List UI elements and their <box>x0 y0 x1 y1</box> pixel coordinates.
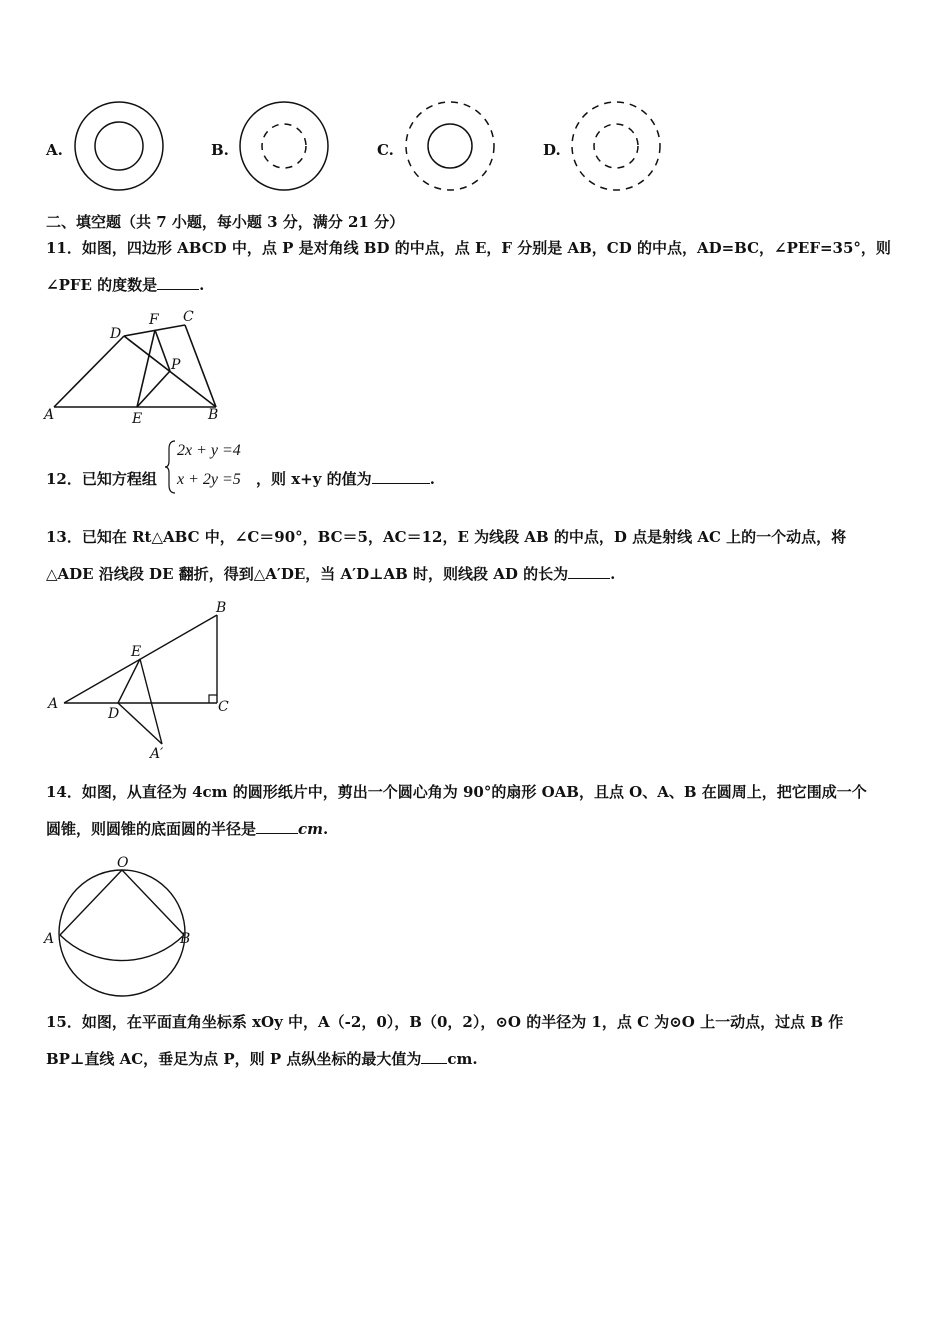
q14-unit: cm <box>298 820 324 838</box>
inner-solid-circle <box>428 124 472 168</box>
q12-equation-1: 2x + y =4 <box>177 442 241 459</box>
option-b-figure <box>237 100 333 192</box>
q14-label-o: O <box>117 855 129 871</box>
q11-label-p: P <box>171 357 181 373</box>
q15-answer-blank[interactable] <box>421 1049 447 1064</box>
q14-figure <box>40 852 200 997</box>
option-d-label: D. <box>543 141 561 159</box>
q11-label-e: E <box>132 411 143 427</box>
q15-unit: cm <box>447 1050 473 1068</box>
q11-answer-blank[interactable] <box>157 275 199 290</box>
q11-line1: 11．如图，四边形 ABCD 中，点 P 是对角线 BD 的中点，点 E，F 分别是 AB，CD 的中点，AD=BC，∠PEF=35°，则 <box>46 239 891 257</box>
q13-label-e: E <box>131 644 142 660</box>
q11-figure <box>40 305 240 430</box>
q13-label-a-prime: A′ <box>150 746 164 762</box>
q15-text: BP⊥直线 AC，垂足为点 P，则 P 点纵坐标的最大值为 <box>46 1050 422 1068</box>
q12-prefix: 12．已知方程组 <box>46 470 157 488</box>
q11-label-b: B <box>208 407 219 423</box>
q11-label-d: D <box>110 326 122 342</box>
q13-label-b: B <box>216 600 227 616</box>
outer-solid-circle <box>240 102 328 190</box>
q11-text: ∠PFE 的度数是 <box>46 276 158 294</box>
q15-line2 <box>46 1048 478 1069</box>
q11-label-f: F <box>149 312 159 328</box>
option-d-figure <box>569 100 665 192</box>
q11-label-a: A <box>44 407 55 423</box>
q13-figure <box>40 598 240 763</box>
q14-label-a: A <box>44 931 55 947</box>
q13-label-c: C <box>218 699 229 715</box>
q15-line1: 15．如图，在平面直角坐标系 xOy 中，A（-2，0），B（0，2），⊙O 的半径为 1，点 C 为⊙O 上一动点，过点 B 作 <box>46 1013 844 1031</box>
q12-end: . <box>429 470 435 488</box>
q13-line2 <box>46 563 615 584</box>
q13-end: . <box>610 565 616 583</box>
option-c-figure <box>403 100 499 192</box>
q13-line1: 13．已知在 Rt△ABC 中，∠C＝90°，BC＝5，AC＝12，E 为线段 AB 的中点，D 点是射线 AC 上的一个动点，将 <box>46 528 847 546</box>
q14-answer-blank[interactable] <box>256 819 298 834</box>
q15-end: . <box>472 1050 478 1068</box>
q12-equation-2: x + 2y =5 <box>177 471 241 488</box>
outer-solid-circle <box>75 102 163 190</box>
option-b-label: B. <box>211 141 229 159</box>
outer-dashed-circle <box>406 102 494 190</box>
section-title: 二、填空题（共 7 小题，每小题 3 分，满分 21 分） <box>46 213 405 231</box>
outer-dashed-circle <box>572 102 660 190</box>
q11-line2 <box>46 274 204 295</box>
q11-label-c: C <box>183 309 194 325</box>
q13-label-d: D <box>108 706 120 722</box>
q12-answer-blank[interactable] <box>372 469 430 484</box>
inner-dashed-circle <box>262 124 306 168</box>
q12-suffix-line <box>256 468 435 489</box>
option-a-figure <box>72 100 168 192</box>
q12-brace <box>164 439 178 495</box>
q14-end: . <box>323 820 329 838</box>
q11-end: . <box>199 276 205 294</box>
inner-solid-circle <box>95 122 143 170</box>
inner-dashed-circle <box>594 124 638 168</box>
option-a-label: A. <box>46 141 63 159</box>
q14-line2 <box>46 818 328 839</box>
q13-text: △ADE 沿线段 DE 翻折，得到△A′DE，当 A′D⊥AB 时，则线段 AD 的长为 <box>46 565 569 583</box>
q14-line1: 14．如图，从直径为 4cm 的圆形纸片中，剪出一个圆心角为 90°的扇形 OAB，且点 O、A、B 在圆周上，把它围成一个 <box>46 783 867 801</box>
q12-suffix: ，则 x+y 的值为 <box>256 470 372 488</box>
q13-label-a: A <box>48 696 59 712</box>
q13-answer-blank[interactable] <box>568 564 610 579</box>
option-c-label: C. <box>377 141 394 159</box>
q14-text: 圆锥，则圆锥的底面圆的半径是 <box>46 820 257 838</box>
q14-label-b: B <box>180 931 191 947</box>
